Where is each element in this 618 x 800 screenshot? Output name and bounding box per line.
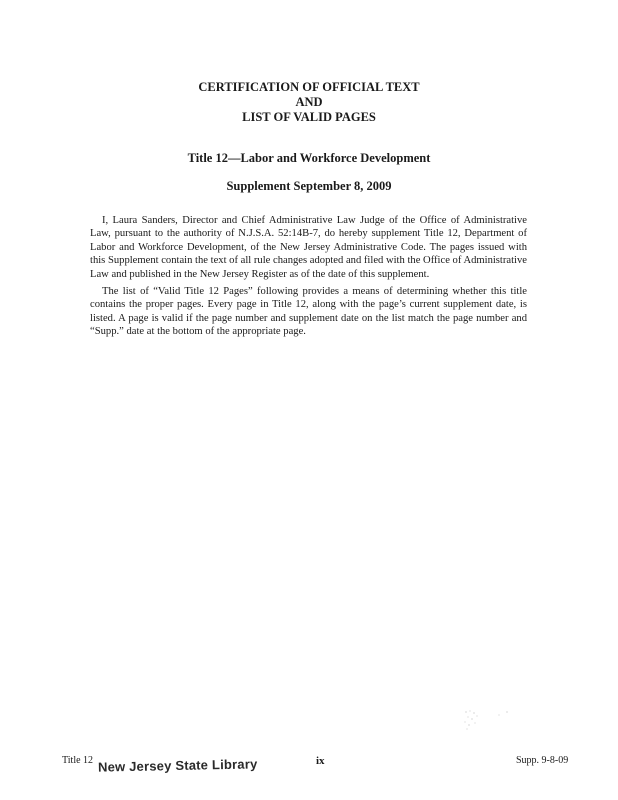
heading-certification: CERTIFICATION OF OFFICIAL TEXT: [198, 80, 420, 94]
scan-smudge: [463, 708, 513, 732]
certification-paragraph: I, Laura Sanders, Director and Chief Administrative Law Judge of the Office of Administrative Law, pursuant to the authority of N.J.S.A. 52:14B-7, do hereby supplement Title 12, Department of Labor and Workforce Development, of the New Jersey Administrative Code. The pages issued with this Supplement contain the text of all rule changes adopted and filed with the Office of Administrative Law and published in the New Jersey Register as of the date of this supplement.: [90, 215, 527, 280]
page-number: ix: [316, 755, 325, 767]
library-stamp: New Jersey State Library: [97, 756, 258, 775]
supplement-date-line: Supplement September 8, 2009: [226, 179, 392, 193]
footer-supplement-date: Supp. 9-8-09: [516, 755, 569, 766]
title-subject-line: Title 12—Labor and Workforce Development: [187, 151, 431, 165]
footer-title: Title 12: [62, 755, 94, 766]
valid-pages-paragraph: The list of “Valid Title 12 Pages” following provides a means of determining whether this title contains the proper pages. Every page in Title 12, along with the page’s current supplement date, is listed. A page is valid if the page number and supplement date on the list match the page number and “Supp.” date at the bottom of the appropriate page.: [90, 286, 527, 338]
heading-and: AND: [295, 95, 323, 109]
heading-list-of-valid-pages: LIST OF VALID PAGES: [242, 110, 376, 124]
